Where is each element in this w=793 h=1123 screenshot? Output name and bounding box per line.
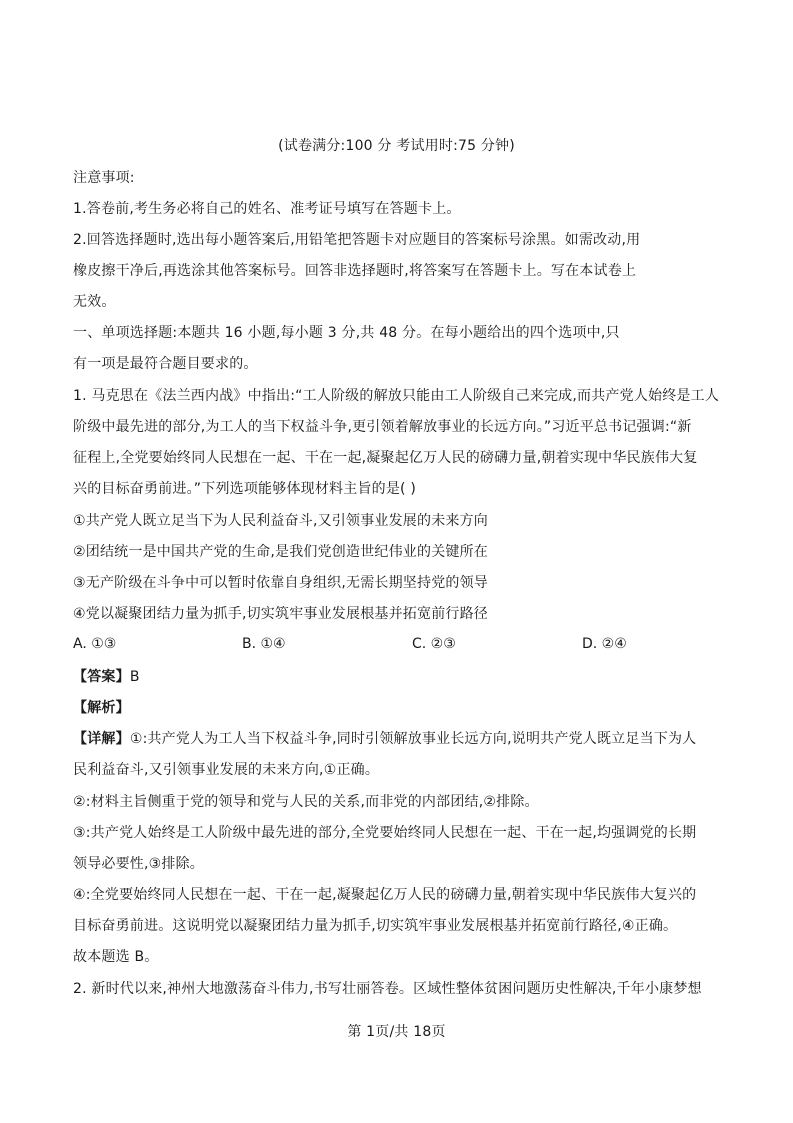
option-a: A. ①③ [73, 636, 117, 652]
answer-label: 【答案】 [73, 669, 130, 685]
detail-label: 【详解】 [73, 731, 130, 747]
detail-line: ②:材料主旨侧重于党的领导和党与人民的关系,而非党的内部团结,②排除。 [73, 794, 539, 810]
detail-line: ④:全党要始终同人民想在一起、干在一起,凝聚起亿万人民的磅礴力量,朝着实现中华民族伟大复兴的 [73, 887, 697, 903]
option-d: D. ②④ [582, 636, 627, 652]
question-stem: 1. 马克思在《法兰西内战》中指出:“工人阶级的解放只能由工人阶级自己来完成,而共产党人始终是工人 [73, 388, 720, 404]
analysis-label-text: 【解析】 [73, 700, 130, 716]
statement-3: ③无产阶级在斗争中可以暂时依靠自身组织,无需长期坚持党的领导 [73, 575, 488, 591]
detail-text: ①:共产党人为工人当下权益斗争,同时引领解放事业长远方向,说明共产党人既立足当下为人 [129, 731, 697, 747]
statement-1: ①共产党人既立足当下为人民利益奋斗,又引领事业发展的未来方向 [73, 513, 488, 529]
detail-line: ③:共产党人始终是工人阶级中最先进的部分,全党要始终同人民想在一起、干在一起,均强调党的长期 [73, 825, 697, 841]
page-footer: 第 1页/共 18页 [347, 1024, 446, 1040]
notice-item: 1.答卷前,考生务必将自己的姓名、准考证号填写在答题卡上。 [73, 201, 461, 217]
option-c: C. ②③ [412, 636, 456, 652]
question-2-stem: 2. 新时代以来,神州大地激荡奋斗伟力,书写壮丽答卷。区域性整体贫困问题历史性解决,千年小康梦想 [73, 981, 702, 997]
notice-item: 无效。 [73, 294, 116, 310]
detail-line: 民利益奋斗,又引领事业发展的未来方向,①正确。 [73, 762, 380, 778]
question-stem: 阶级中最先进的部分,为工人的当下权益斗争,更引领着解放事业的长远方向。”习近平总书记强调:“新 [73, 419, 692, 435]
notice-item: 2.回答选择题时,选出每小题答案后,用铅笔把答题卡对应题目的答案标号涂黑。如需改动,用 [73, 232, 641, 248]
section-heading-cont: 有一项是最符合题目要求的。 [73, 356, 258, 372]
detail-line: 目标奋勇前进。这说明党以凝聚团结力量为抓手,切实筑牢事业发展根基并拓宽前行路径,④正确。 [73, 918, 678, 934]
notice-title: 注意事项: [73, 170, 135, 186]
analysis-label [73, 698, 130, 718]
question-stem: 兴的目标奋勇前进。”下列选项能够体现材料主旨的是( ) [73, 481, 417, 497]
detail-line [73, 729, 696, 749]
question-stem: 征程上,全党要始终同人民想在一起、干在一起,凝聚起亿万人民的磅礴力量,朝着实现中华民族伟大复 [73, 450, 698, 466]
answer-line [73, 667, 140, 687]
answer-value: B [129, 669, 140, 685]
statement-2: ②团结统一是中国共产党的生命,是我们党创造世纪伟业的关键所在 [73, 544, 488, 560]
exam-info: (试卷满分:100 分 考试用时:75 分钟) [278, 138, 515, 154]
option-b: B. ①④ [242, 636, 286, 652]
statement-4: ④党以凝聚团结力量为抓手,切实筑牢事业发展根基并拓宽前行路径 [73, 606, 488, 622]
conclusion-line: 故本题选 B。 [73, 949, 159, 965]
answer-options [73, 636, 713, 656]
notice-item: 橡皮擦干净后,再选涂其他答案标号。回答非选择题时,将答案写在答题卡上。写在本试卷上 [73, 263, 637, 279]
section-heading: 一、单项选择题:本题共 16 小题,每小题 3 分,共 48 分。在每小题给出的四个选项中,只 [73, 325, 620, 341]
detail-line: 领导必要性,③排除。 [73, 856, 205, 872]
